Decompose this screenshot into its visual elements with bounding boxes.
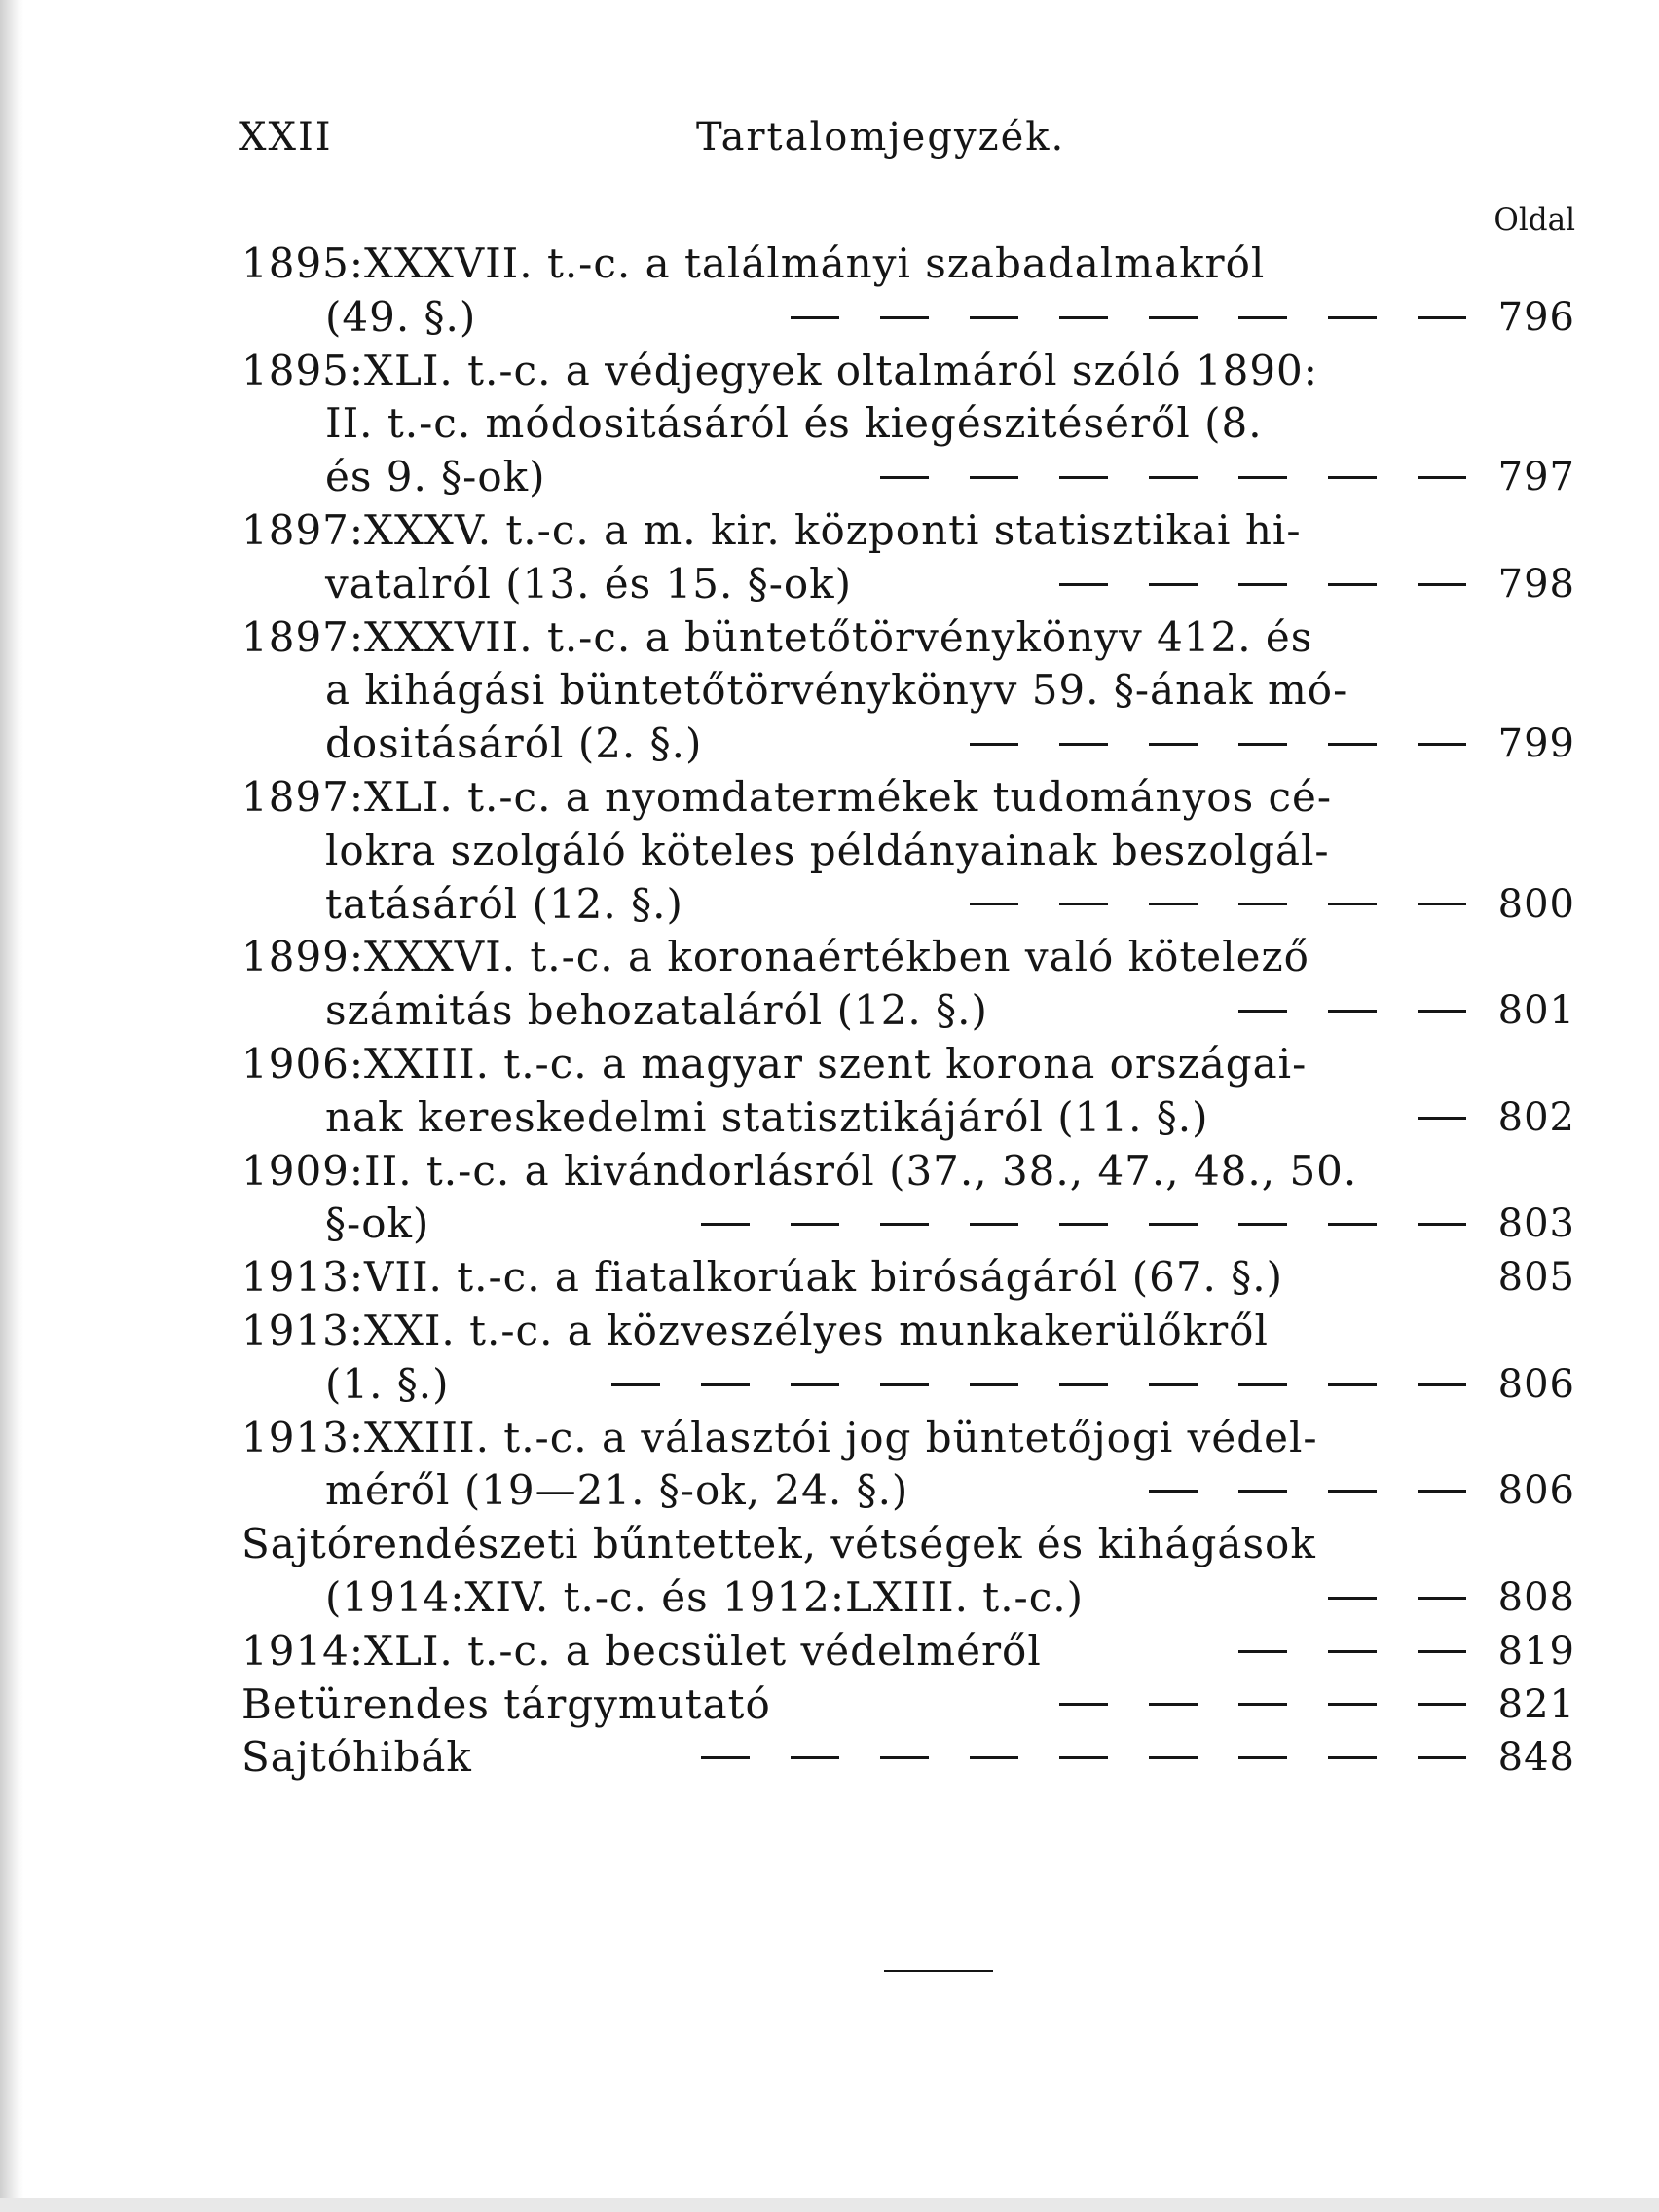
page-number: XXII <box>239 115 333 160</box>
leader-dash <box>1149 1703 1198 1706</box>
leader-dash <box>1149 1756 1198 1759</box>
toc-entry-line <box>241 1678 1575 1732</box>
toc-entry <box>241 1412 1575 1519</box>
leader-dash <box>1418 1010 1466 1013</box>
toc-entry <box>241 931 1575 1038</box>
toc-entry-text: méről (19—21. §-ok, 24. §.) <box>325 1466 909 1515</box>
leader-dash <box>1418 1756 1466 1759</box>
toc-entry <box>241 345 1575 504</box>
leader-dash <box>970 743 1018 746</box>
toc-entry-line <box>241 397 1575 451</box>
leader-dash <box>701 1756 750 1759</box>
leader-dash <box>970 1383 1018 1386</box>
leader-dash <box>701 1223 750 1226</box>
toc-entry <box>241 238 1575 345</box>
toc-entry-text: számitás behozataláról (12. §.) <box>325 986 988 1035</box>
leader-dash <box>970 476 1018 479</box>
toc-entry <box>241 1251 1575 1305</box>
toc-entry-line <box>241 1038 1575 1091</box>
toc-entry-text: tatásáról (12. §.) <box>325 879 683 928</box>
leader-dash <box>1059 1703 1108 1706</box>
toc-entry-text: 1899:XXXVI. t.-c. a koronaértékben való kötelező <box>241 933 1309 981</box>
leader-dash <box>1149 743 1198 746</box>
leader-dashes <box>1328 1571 1466 1625</box>
leader-dash <box>1328 1383 1377 1386</box>
leader-dash <box>1059 1756 1108 1759</box>
leader-dash <box>791 1223 839 1226</box>
leader-dash <box>791 316 839 319</box>
toc-entry-text: dositásáról (2. §.) <box>325 719 703 768</box>
toc-entry-text: 1897:XXXVII. t.-c. a büntetőtörvénykönyv 412. és <box>241 612 1313 661</box>
leader-dash <box>1149 583 1198 586</box>
toc-entry-line <box>241 1358 1575 1412</box>
toc-entry-line <box>241 504 1575 558</box>
toc-entry-line <box>241 1731 1575 1785</box>
toc-entry-text: §-ok) <box>325 1199 430 1248</box>
leader-dashes <box>1418 1091 1466 1145</box>
leader-dash <box>1059 583 1108 586</box>
leader-dashes <box>1238 984 1466 1038</box>
leader-dash <box>1238 316 1287 319</box>
toc-page-number: 801 <box>1497 988 1575 1034</box>
leader-dash <box>1328 903 1377 905</box>
leader-dash <box>1418 1117 1466 1120</box>
leader-dash <box>1418 1597 1466 1600</box>
toc-entry <box>241 504 1575 611</box>
leader-dash <box>1059 1383 1108 1386</box>
toc-entry-text: 1895:XXXVII. t.-c. a találmányi szabadalmakról <box>241 240 1266 287</box>
leader-dash <box>1328 1010 1377 1013</box>
toc-entry-text: Sajtóhibák <box>241 1733 472 1782</box>
leader-dash <box>1328 1223 1377 1226</box>
toc-entry-line <box>241 558 1575 611</box>
leader-dash <box>1238 1490 1287 1493</box>
toc-entry-text: Sajtórendészeti bűntettek, vétségek és kihágások <box>241 1520 1316 1568</box>
toc-entry-line <box>241 1625 1575 1678</box>
table-of-contents <box>241 238 1575 1785</box>
toc-entry-line <box>241 1464 1575 1518</box>
leader-dash <box>1059 476 1108 479</box>
leader-dash <box>1418 583 1466 586</box>
toc-entry <box>241 771 1575 931</box>
toc-page-number: 799 <box>1497 721 1575 767</box>
toc-entry-line <box>241 1091 1575 1145</box>
toc-entry <box>241 1305 1575 1412</box>
toc-page-number: 805 <box>1497 1255 1575 1301</box>
leader-dash <box>1328 476 1377 479</box>
toc-entry-line <box>241 291 1575 345</box>
leader-dash <box>1328 1597 1377 1600</box>
toc-page-number: 797 <box>1497 455 1575 500</box>
toc-entry-text: és 9. §-ok) <box>325 453 546 501</box>
toc-entry <box>241 1518 1575 1625</box>
toc-entry-text: vatalról (13. és 15. §-ok) <box>325 559 853 608</box>
toc-entry-line <box>241 664 1575 718</box>
leader-dashes <box>1059 1678 1466 1732</box>
toc-entry-line <box>241 451 1575 504</box>
leader-dash <box>880 316 929 319</box>
leader-dash <box>970 1756 1018 1759</box>
leader-dash <box>1328 583 1377 586</box>
leader-dash <box>1328 1490 1377 1493</box>
toc-page-number: 796 <box>1497 294 1575 340</box>
toc-entry-text: 1913:XXIII. t.-c. a választói jog büntetőjogi védel- <box>241 1413 1318 1461</box>
toc-entry-text: 1897:XLI. t.-c. a nyomdatermékek tudományos cé- <box>241 772 1333 821</box>
toc-entry-line <box>241 1198 1575 1251</box>
leader-dash <box>1328 1650 1377 1653</box>
toc-entry-text: Betürendes tárgymutató <box>241 1679 771 1728</box>
leader-dash <box>1238 476 1287 479</box>
toc-entry-line <box>241 771 1575 825</box>
leader-dash <box>1238 903 1287 905</box>
scan-footer-band <box>0 2198 1659 2212</box>
page-header <box>239 115 1563 173</box>
leader-dashes <box>611 1358 1466 1412</box>
toc-entry-text: (1. §.) <box>325 1359 450 1408</box>
toc-page-number: 806 <box>1497 1468 1575 1514</box>
leader-dash <box>1238 1703 1287 1706</box>
leader-dash <box>1238 583 1287 586</box>
toc-entry-line <box>241 1412 1575 1465</box>
leader-dash <box>1418 1223 1466 1226</box>
leader-dash <box>1328 1703 1377 1706</box>
leader-dash <box>1418 476 1466 479</box>
toc-entry-text: 1895:XLI. t.-c. a védjegyek oltalmáról szóló 1890: <box>241 346 1318 394</box>
end-rule <box>884 1970 993 1972</box>
leader-dash <box>1059 743 1108 746</box>
leader-dash <box>1238 743 1287 746</box>
toc-entry-text: 1913:VII. t.-c. a fiatalkorúak biróságáról (67. §.) <box>241 1253 1283 1302</box>
toc-entry-line <box>241 345 1575 398</box>
toc-entry-line <box>241 1305 1575 1358</box>
leader-dashes <box>1149 1464 1466 1518</box>
leader-dash <box>1149 903 1198 905</box>
toc-entry-text: II. t.-c. módositásáról és kiegészitéséről (8. <box>325 399 1263 448</box>
toc-entry-line <box>241 718 1575 771</box>
leader-dash <box>1418 743 1466 746</box>
leader-dash <box>1328 1756 1377 1759</box>
leader-dash <box>880 1756 929 1759</box>
leader-dash <box>1238 1756 1287 1759</box>
toc-entry-line <box>241 825 1575 878</box>
leader-dashes <box>701 1731 1466 1785</box>
toc-entry-line <box>241 1518 1575 1571</box>
toc-page-number: 821 <box>1497 1681 1575 1727</box>
leader-dash <box>1238 1650 1287 1653</box>
page-column-label: Oldal <box>1493 203 1575 238</box>
toc-page-number: 800 <box>1497 881 1575 927</box>
leader-dash <box>880 1223 929 1226</box>
toc-entry-text: lokra szolgáló köteles példányainak beszolgál- <box>325 826 1330 874</box>
leader-dash <box>1149 316 1198 319</box>
toc-entry <box>241 1038 1575 1145</box>
leader-dash <box>791 1756 839 1759</box>
toc-entry <box>241 1625 1575 1678</box>
leader-dash <box>1418 903 1466 905</box>
leader-dash <box>1328 316 1377 319</box>
leader-dash <box>970 903 1018 905</box>
toc-entry-line <box>241 238 1575 291</box>
leader-dash <box>1238 1223 1287 1226</box>
toc-entry-line <box>241 1571 1575 1625</box>
leader-dash <box>880 476 929 479</box>
leader-dash <box>1238 1010 1287 1013</box>
leader-dashes <box>970 718 1466 771</box>
toc-entry-text: a kihágási büntetőtörvénykönyv 59. §-ának mó- <box>325 666 1348 715</box>
leader-dash <box>1149 1223 1198 1226</box>
toc-entry-text: 1913:XXI. t.-c. a közveszélyes munkakerülőkről <box>241 1306 1269 1354</box>
toc-entry-text: (1914:XIV. t.-c. és 1912:LXIII. t.-c.) <box>325 1572 1084 1621</box>
leader-dash <box>1418 1490 1466 1493</box>
leader-dashes <box>1238 1625 1466 1678</box>
toc-entry-text: 1897:XXXV. t.-c. a m. kir. központi statisztikai hi- <box>241 505 1302 554</box>
toc-page-number: 848 <box>1497 1735 1575 1781</box>
toc-entry <box>241 1145 1575 1252</box>
leader-dash <box>1418 1383 1466 1386</box>
leader-dash <box>1328 743 1377 746</box>
toc-entry-text: nak kereskedelmi statisztikájáról (11. §.) <box>325 1092 1209 1141</box>
leader-dash <box>1149 1490 1198 1493</box>
leader-dash <box>1149 1383 1198 1386</box>
leader-dash <box>701 1383 750 1386</box>
toc-entry-line <box>241 1145 1575 1198</box>
leader-dash <box>1238 1383 1287 1386</box>
toc-entry <box>241 1678 1575 1732</box>
leader-dash <box>1418 316 1466 319</box>
toc-page-number: 803 <box>1497 1201 1575 1247</box>
toc-entry <box>241 611 1575 771</box>
toc-entry-text: 1906:XXIII. t.-c. a magyar szent korona országai- <box>241 1039 1308 1088</box>
leader-dash <box>970 316 1018 319</box>
toc-entry-text: 1909:II. t.-c. a kivándorlásról (37., 38., 47., 48., 50. <box>241 1146 1358 1195</box>
toc-entry-line <box>241 611 1575 665</box>
toc-entry-line <box>241 931 1575 984</box>
leader-dash <box>1059 316 1108 319</box>
toc-page-number: 819 <box>1497 1628 1575 1674</box>
leader-dash <box>1418 1703 1466 1706</box>
page-edge-shadow <box>0 0 23 2212</box>
toc-page-number: 798 <box>1497 561 1575 607</box>
toc-entry <box>241 1731 1575 1785</box>
leader-dashes <box>791 291 1466 345</box>
toc-entry-line <box>241 878 1575 932</box>
leader-dash <box>1059 903 1108 905</box>
toc-page-number: 806 <box>1497 1361 1575 1407</box>
leader-dashes <box>1059 558 1466 611</box>
toc-entry-text: (49. §.) <box>325 292 477 341</box>
leader-dash <box>791 1383 839 1386</box>
toc-entry-text: 1914:XLI. t.-c. a becsület védelméről <box>241 1626 1042 1675</box>
toc-page-number: 802 <box>1497 1094 1575 1140</box>
leader-dash <box>1418 1650 1466 1653</box>
toc-entry-line <box>241 1251 1575 1305</box>
leader-dash <box>970 1223 1018 1226</box>
leader-dash <box>880 1383 929 1386</box>
leader-dash <box>611 1383 660 1386</box>
leader-dash <box>1149 476 1198 479</box>
page-title: Tartalomjegyzék. <box>696 115 1066 160</box>
leader-dashes <box>970 878 1466 932</box>
toc-entry-line <box>241 984 1575 1038</box>
leader-dash <box>1059 1223 1108 1226</box>
toc-page-number: 808 <box>1497 1574 1575 1620</box>
leader-dashes <box>701 1198 1466 1251</box>
leader-dashes <box>880 451 1466 504</box>
